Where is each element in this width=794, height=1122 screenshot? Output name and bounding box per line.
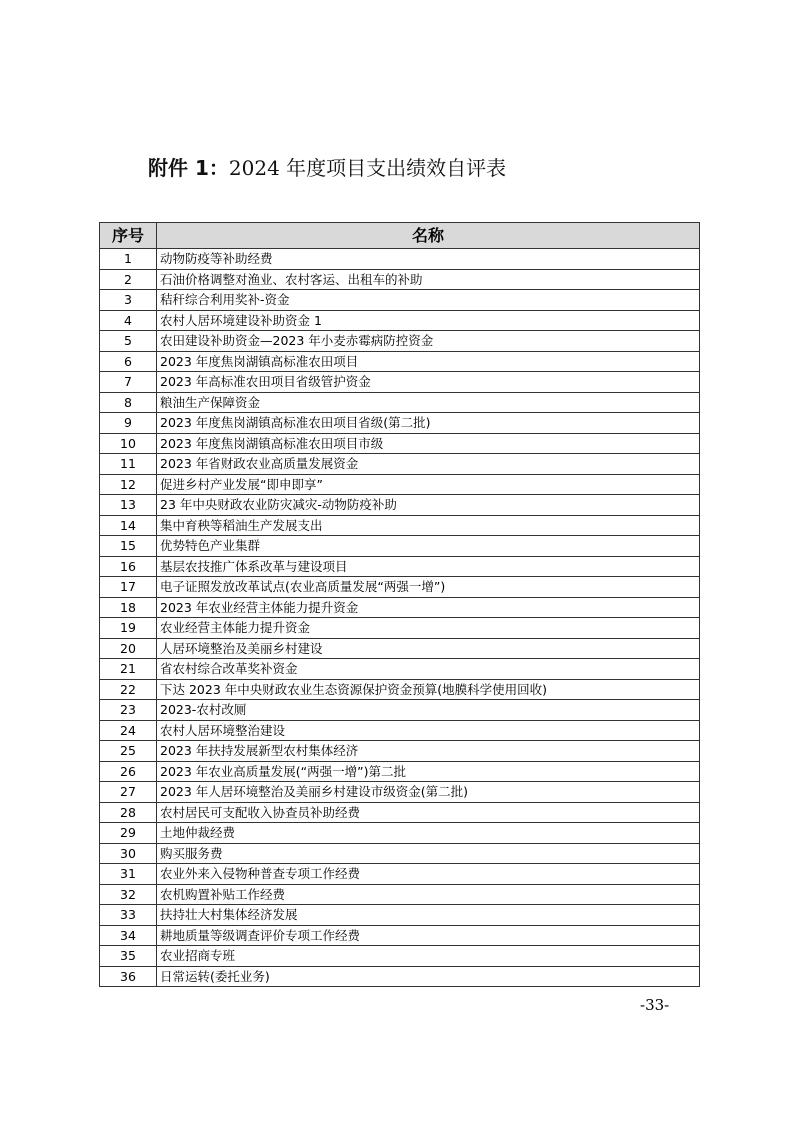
row-project-name: 动物防疫等补助经费 xyxy=(157,249,700,270)
table-row xyxy=(100,802,700,823)
row-serial-number: 21 xyxy=(100,659,157,680)
row-project-name: 农村居民可支配收入协查员补助经费 xyxy=(157,802,700,823)
row-project-name: 农机购置补贴工作经费 xyxy=(157,884,700,905)
row-serial-number: 31 xyxy=(100,864,157,885)
row-serial-number: 16 xyxy=(100,556,157,577)
title-attachment-label: 附件 1： xyxy=(148,156,229,180)
row-project-name: 土地仲裁经费 xyxy=(157,823,700,844)
row-serial-number: 9 xyxy=(100,413,157,434)
row-project-name: 2023 年度焦岗湖镇高标准农田项目市级 xyxy=(157,433,700,454)
project-table xyxy=(99,222,700,987)
row-serial-number: 8 xyxy=(100,392,157,413)
table-row xyxy=(100,925,700,946)
row-project-name: 农业招商专班 xyxy=(157,946,700,967)
row-project-name: 省农村综合改革奖补资金 xyxy=(157,659,700,680)
row-project-name: 2023 年省财政农业高质量发展资金 xyxy=(157,454,700,475)
row-serial-number: 19 xyxy=(100,618,157,639)
table-row xyxy=(100,249,700,270)
row-serial-number: 26 xyxy=(100,761,157,782)
table-row xyxy=(100,577,700,598)
table-row xyxy=(100,372,700,393)
row-serial-number: 11 xyxy=(100,454,157,475)
row-serial-number: 2 xyxy=(100,269,157,290)
row-project-name: 2023 年人居环境整治及美丽乡村建设市级资金(第二批) xyxy=(157,782,700,803)
table-row xyxy=(100,351,700,372)
table-row xyxy=(100,597,700,618)
table-row xyxy=(100,515,700,536)
row-project-name: 集中育秧等稻油生产发展支出 xyxy=(157,515,700,536)
table-row xyxy=(100,433,700,454)
row-project-name: 日常运转(委托业务) xyxy=(157,966,700,987)
table-row xyxy=(100,290,700,311)
row-project-name: 促进乡村产业发展“即申即享” xyxy=(157,474,700,495)
row-project-name: 电子证照发放改革试点(农业高质量发展“两强一增”) xyxy=(157,577,700,598)
table-row xyxy=(100,843,700,864)
table-row xyxy=(100,966,700,987)
row-project-name: 农村人居环境整治建设 xyxy=(157,720,700,741)
row-project-name: 耕地质量等级调查评价专项工作经费 xyxy=(157,925,700,946)
table-row xyxy=(100,720,700,741)
row-serial-number: 6 xyxy=(100,351,157,372)
row-project-name: 2023 年高标准农田项目省级管护资金 xyxy=(157,372,700,393)
row-serial-number: 24 xyxy=(100,720,157,741)
row-serial-number: 20 xyxy=(100,638,157,659)
row-serial-number: 32 xyxy=(100,884,157,905)
table-row xyxy=(100,782,700,803)
table-row xyxy=(100,905,700,926)
table-row xyxy=(100,638,700,659)
table-row xyxy=(100,761,700,782)
row-serial-number: 18 xyxy=(100,597,157,618)
row-project-name: 2023 年农业高质量发展(“两强一增”)第二批 xyxy=(157,761,700,782)
row-project-name: 2023 年扶持发展新型农村集体经济 xyxy=(157,741,700,762)
row-serial-number: 3 xyxy=(100,290,157,311)
row-serial-number: 23 xyxy=(100,700,157,721)
table-row xyxy=(100,454,700,475)
row-serial-number: 33 xyxy=(100,905,157,926)
row-project-name: 2023-农村改厕 xyxy=(157,700,700,721)
page-title xyxy=(148,152,506,184)
row-project-name: 农业外来入侵物种普查专项工作经费 xyxy=(157,864,700,885)
row-project-name: 购买服务费 xyxy=(157,843,700,864)
row-project-name: 下达 2023 年中央财政农业生态资源保护资金预算(地膜科学使用回收) xyxy=(157,679,700,700)
table-row xyxy=(100,823,700,844)
row-serial-number: 4 xyxy=(100,310,157,331)
header-serial-number: 序号 xyxy=(100,223,157,249)
page-number: -33- xyxy=(640,996,670,1014)
table-row xyxy=(100,331,700,352)
row-serial-number: 15 xyxy=(100,536,157,557)
table-row xyxy=(100,659,700,680)
row-project-name: 2023 年度焦岗湖镇高标准农田项目省级(第二批) xyxy=(157,413,700,434)
row-serial-number: 25 xyxy=(100,741,157,762)
row-serial-number: 22 xyxy=(100,679,157,700)
table-row xyxy=(100,413,700,434)
row-serial-number: 17 xyxy=(100,577,157,598)
row-project-name: 农村人居环境建设补助资金 1 xyxy=(157,310,700,331)
row-serial-number: 1 xyxy=(100,249,157,270)
row-serial-number: 27 xyxy=(100,782,157,803)
header-name: 名称 xyxy=(157,223,700,249)
row-project-name: 人居环境整治及美丽乡村建设 xyxy=(157,638,700,659)
row-serial-number: 29 xyxy=(100,823,157,844)
table-row xyxy=(100,946,700,967)
row-project-name: 农业经营主体能力提升资金 xyxy=(157,618,700,639)
row-serial-number: 13 xyxy=(100,495,157,516)
row-project-name: 23 年中央财政农业防灾减灾-动物防疫补助 xyxy=(157,495,700,516)
table-row xyxy=(100,495,700,516)
table-row xyxy=(100,618,700,639)
title-text: 2024 年度项目支出绩效自评表 xyxy=(228,156,507,180)
row-serial-number: 14 xyxy=(100,515,157,536)
table-row xyxy=(100,884,700,905)
row-project-name: 基层农技推广体系改革与建设项目 xyxy=(157,556,700,577)
row-project-name: 2023 年农业经营主体能力提升资金 xyxy=(157,597,700,618)
table-row xyxy=(100,679,700,700)
row-serial-number: 34 xyxy=(100,925,157,946)
row-serial-number: 30 xyxy=(100,843,157,864)
row-serial-number: 12 xyxy=(100,474,157,495)
table-header-row xyxy=(100,223,700,249)
table-row xyxy=(100,864,700,885)
table-row xyxy=(100,700,700,721)
row-project-name: 秸秆综合利用奖补-资金 xyxy=(157,290,700,311)
row-project-name: 优势特色产业集群 xyxy=(157,536,700,557)
row-serial-number: 10 xyxy=(100,433,157,454)
table-row xyxy=(100,741,700,762)
table-row xyxy=(100,536,700,557)
row-project-name: 农田建设补助资金—2023 年小麦赤霉病防控资金 xyxy=(157,331,700,352)
row-serial-number: 7 xyxy=(100,372,157,393)
table-row xyxy=(100,392,700,413)
row-project-name: 石油价格调整对渔业、农村客运、出租车的补助 xyxy=(157,269,700,290)
row-serial-number: 5 xyxy=(100,331,157,352)
row-serial-number: 35 xyxy=(100,946,157,967)
table-row xyxy=(100,474,700,495)
table-body xyxy=(100,249,700,987)
row-project-name: 扶持壮大村集体经济发展 xyxy=(157,905,700,926)
row-project-name: 粮油生产保障资金 xyxy=(157,392,700,413)
table-row xyxy=(100,269,700,290)
row-serial-number: 28 xyxy=(100,802,157,823)
row-project-name: 2023 年度焦岗湖镇高标准农田项目 xyxy=(157,351,700,372)
table-row xyxy=(100,556,700,577)
table-row xyxy=(100,310,700,331)
row-serial-number: 36 xyxy=(100,966,157,987)
